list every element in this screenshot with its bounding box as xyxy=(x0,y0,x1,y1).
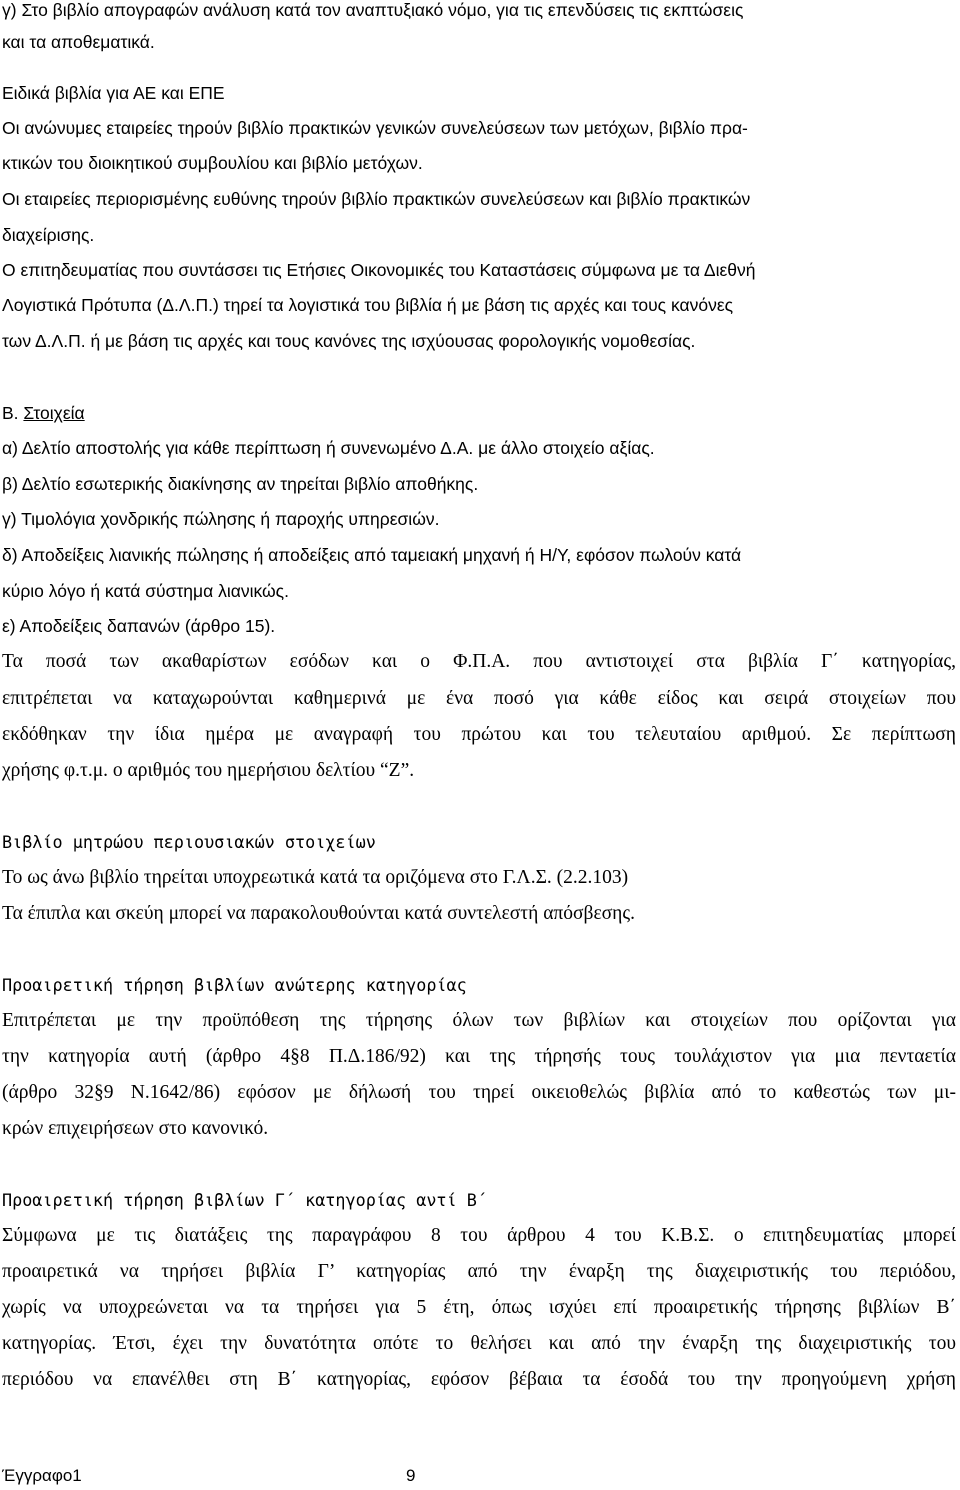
section-b-title: Στοιχεία xyxy=(23,403,85,423)
ae-line-1: Οι ανώνυμες εταιρείες τηρούν βιβλίο πρακτικών γενικών συνελεύσεων των μετόχων, βιβλίο πρα- xyxy=(2,118,748,138)
optional-c-line-3: χωρίς να υποχρεώνεται να τα τηρήσει για 5 έτη, όπως ισχύει επί προαιρετικής τήρησης βιβλίων Β΄ xyxy=(2,1297,956,1318)
ifrs-line-3: των Δ.Λ.Π. ή με βάση τις αρχές και τους κανόνες της ισχύουσας φορολογικής νομοθεσίας. xyxy=(2,331,696,351)
section-b-heading xyxy=(2,403,960,424)
inventory-line-2: και τα αποθεματικά. xyxy=(2,32,155,52)
optional-higher-line-3: (άρθρο 32§9 Ν.1642/86) εφόσον με δήλωσή του τηρεί οικειοθελώς βιβλία από το καθεστώς των μι- xyxy=(2,1082,956,1103)
ifrs-line-1: Ο επιτηδευματίας που συντάσσει τις Ετήσιες Οικονομικές του Καταστάσεις σύμφωνα με τα Διεθνή xyxy=(2,260,756,280)
ifrs-line-2: Λογιστικά Πρότυπα (Δ.Λ.Π.) τηρεί τα λογιστικά του βιβλία ή με βάση τις αρχές και τους κανόνες xyxy=(2,295,734,315)
inventory-line-1: γ) Στο βιβλίο απογραφών ανάλυση κατά τον αναπτυξιακό νόμο, για τις επενδύσεις τις εκπτώσεις xyxy=(2,0,744,20)
optional-higher-line-2: την κατηγορία αυτή (άρθρο 4§8 Π.Δ.186/92) και της τήρησής τους τουλάχιστον για μια πενταετία xyxy=(2,1046,956,1067)
optional-c-line-5: περιόδου να επανέλθει στη Β΄ κατηγορίας, εφόσον βέβαια τα έσοδά του την προηγούμενη χρήση xyxy=(2,1369,956,1390)
ae-line-2: κτικών του διοικητικού συμβουλίου και βιβλίο μετόχων. xyxy=(2,153,423,173)
optional-c-heading: Προαιρετική τήρηση βιβλίων Γ΄ κατηγορίας αντί Β΄ xyxy=(2,1190,487,1210)
section-b-item-e: ε) Αποδείξεις δαπανών (άρθρο 15). xyxy=(2,616,276,636)
footer-page-number: 9 xyxy=(406,1466,416,1485)
gross-line-2: επιτρέπεται να καταχωρούνται καθημερινά με ένα ποσό για κάθε είδος και σειρά στοιχείων που xyxy=(2,688,956,709)
optional-higher-line-1: Επιτρέπεται με την προϋπόθεση της τήρησης όλων των βιβλίων και στοιχείων που ορίζονται για xyxy=(2,1010,956,1031)
epe-line-1: Οι εταιρείες περιορισμένης ευθύνης τηρούν βιβλίο πρακτικών συνελεύσεων και βιβλίο πρακτικών xyxy=(2,189,751,209)
gross-line-1: Τα ποσά των ακαθαρίστων εσόδων και ο Φ.Π.Α. που αντιστοιχεί στα βιβλία Γ΄ κατηγορίας, xyxy=(2,651,956,672)
section-b-item-a: α) Δελτίο αποστολής για κάθε περίπτωση ή συνενωμένο Δ.Α. με άλλο στοιχείο αξίας. xyxy=(2,438,655,458)
fixed-assets-line-2: Τα έπιπλα και σκεύη μπορεί να παρακολουθούνται κατά συντελεστή απόσβεσης. xyxy=(2,903,635,924)
section-b-item-d-line-2: κύριο λόγο ή κατά σύστημα λιανικώς. xyxy=(2,581,289,601)
optional-c-line-2: προαιρετικά να τηρήσει βιβλία Γ’ κατηγορίας από την έναρξη της διαχειριστικής του περιόδου, xyxy=(2,1261,956,1282)
section-b-prefix: Β. xyxy=(2,403,24,423)
footer-document-name: Έγγραφο1 xyxy=(2,1466,82,1485)
optional-c-line-1: Σύμφωνα με τις διατάξεις της παραγράφου 8 του άρθρου 4 του Κ.Β.Σ. ο επιτηδευματίας μπορεί xyxy=(2,1225,956,1246)
special-books-heading: Ειδικά βιβλία για ΑΕ και ΕΠΕ xyxy=(2,83,225,103)
section-b-item-c: γ) Τιμολόγια χονδρικής πώλησης ή παροχής υπηρεσιών. xyxy=(2,509,440,529)
section-b-item-d-line-1: δ) Αποδείξεις λιανικής πώλησης ή αποδείξεις από ταμειακή μηχανή ή Η/Υ, εφόσον πωλούν κατά xyxy=(2,545,742,565)
epe-line-2: διαχείρισης. xyxy=(2,225,95,245)
optional-higher-heading: Προαιρετική τήρηση βιβλίων ανώτερης κατηγορίας xyxy=(2,975,467,995)
optional-c-line-4: κατηγορίας. Έτσι, έχει την δυνατότητα οπότε το θελήσει και από την έναρξη της διαχειριστικής του xyxy=(2,1333,956,1354)
fixed-assets-line-1: Το ως άνω βιβλίο τηρείται υποχρεωτικά κατά τα οριζόμενα στο Γ.Λ.Σ. (2.2.103) xyxy=(2,867,629,888)
fixed-assets-heading: Βιβλίο μητρώου περιουσιακών στοιχείων xyxy=(2,832,376,852)
optional-higher-line-4: κρών επιχειρήσεων στο κανονικό. xyxy=(2,1118,269,1139)
gross-line-4: χρήσης φ.τ.μ. ο αριθμός του ημερήσιου δελτίου “Ζ”. xyxy=(2,760,415,781)
section-b-item-b: β) Δελτίο εσωτερικής διακίνησης αν τηρείται βιβλίο αποθήκης. xyxy=(2,474,479,494)
gross-line-3: εκδόθηκαν την ίδια ημέρα με αναγραφή του πρώτου και του τελευταίου αριθμού. Σε περίπτωση xyxy=(2,724,956,745)
